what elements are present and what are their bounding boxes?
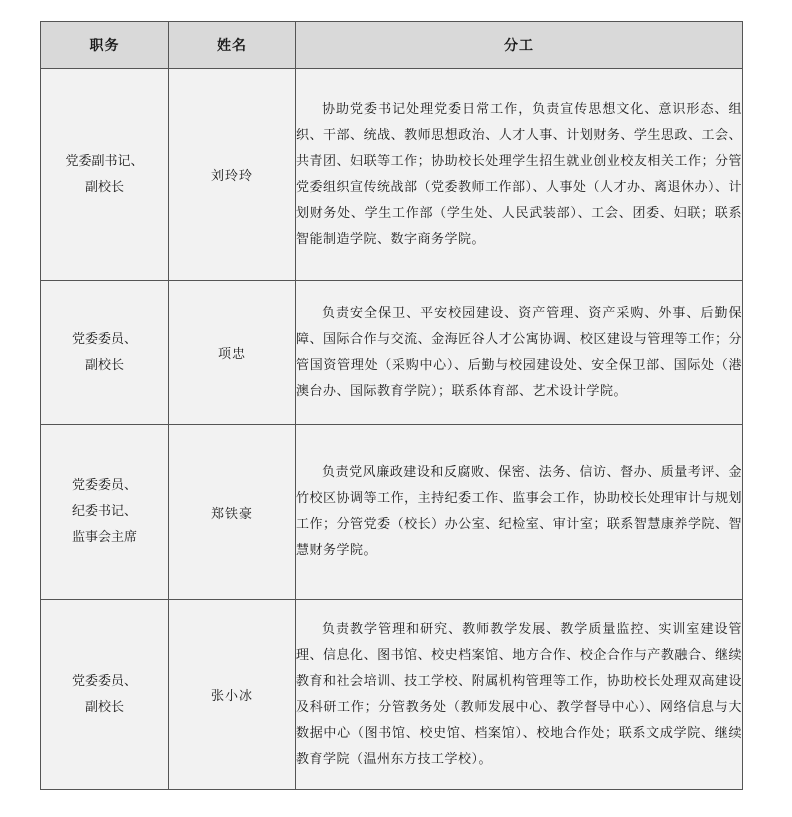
position-line: 党委委员、 <box>71 478 137 493</box>
position-line: 副校长 <box>84 179 124 195</box>
position-line: 党委委员、 <box>71 673 137 689</box>
table-row <box>41 69 743 281</box>
table-row <box>41 281 743 425</box>
position-line: 监事会主席 <box>71 530 137 545</box>
duties-cell <box>296 425 743 600</box>
position-line: 副校长 <box>84 699 124 715</box>
leadership-duties-table <box>40 21 743 790</box>
header-duties: 分工 <box>296 22 743 69</box>
duties-cell <box>296 69 743 281</box>
name-cell: 刘玲玲 <box>169 69 296 281</box>
position-line: 党委委员、 <box>71 331 137 347</box>
position-line: 纪委书记、 <box>71 504 137 519</box>
duties-text: 负责安全保卫、平安校园建设、资产管理、资产采购、外事、后勤保障、国际合作与交流、金海匠谷人才公寓协调、校区建设与管理等工作；分管国资管理处（采购中心）、后勤与校园建设处、安全保卫部、国际处（港澳台办、国际教育学院）；联系体育部、艺术设计学院。 <box>296 305 742 399</box>
position-line: 副校长 <box>84 357 124 373</box>
duties-cell <box>296 600 743 790</box>
table-row <box>41 600 743 790</box>
duties-text: 负责党风廉政建设和反腐败、保密、法务、信访、督办、质量考评、金竹校区协调等工作，主持纪委工作、监事会工作，协助校长处理审计与规划工作；分管党委（校长）办公室、纪检室、审计室；联系智慧康养学院、智慧财务学院。 <box>296 465 742 558</box>
duties-cell <box>296 281 743 425</box>
header-name: 姓名 <box>169 22 296 69</box>
position-line: 党委副书记、 <box>65 153 144 169</box>
position-cell <box>41 600 169 790</box>
position-cell <box>41 425 169 600</box>
name-cell: 郑铁豪 <box>169 425 296 600</box>
name-cell: 项忠 <box>169 281 296 425</box>
name-cell: 张小冰 <box>169 600 296 790</box>
duties-text: 协助党委书记处理党委日常工作，负责宣传思想文化、意识形态、组织、干部、统战、教师思想政治、人才人事、计划财务、学生思政、工会、共青团、妇联等工作；协助校长处理学生招生就业创业校友相关工作；分管党委组织宣传统战部（党委教师工作部）、人事处（人才办、离退休办）、计划财务处、学生工作部（学生处、人民武装部）、工会、团委、妇联；联系智能制造学院、数字商务学院。 <box>296 101 743 247</box>
table-header-row <box>41 22 743 69</box>
header-position: 职务 <box>41 22 169 69</box>
table-row <box>41 425 743 600</box>
position-cell <box>41 69 169 281</box>
duties-text: 负责教学管理和研究、教师教学发展、教学质量监控、实训室建设管理、信息化、图书馆、校史档案馆、地方合作、校企合作与产教融合、继续教育和社会培训、技工学校、附属机构管理等工作，协助校长处理双高建设及科研工作；分管教务处（教师发展中心、教学督导中心）、网络信息与大数据中心（图书馆、校史馆、档案馆）、校地合作处；联系文成学院、继续教育学院（温州东方技工学校）。 <box>296 621 742 767</box>
position-cell <box>41 281 169 425</box>
